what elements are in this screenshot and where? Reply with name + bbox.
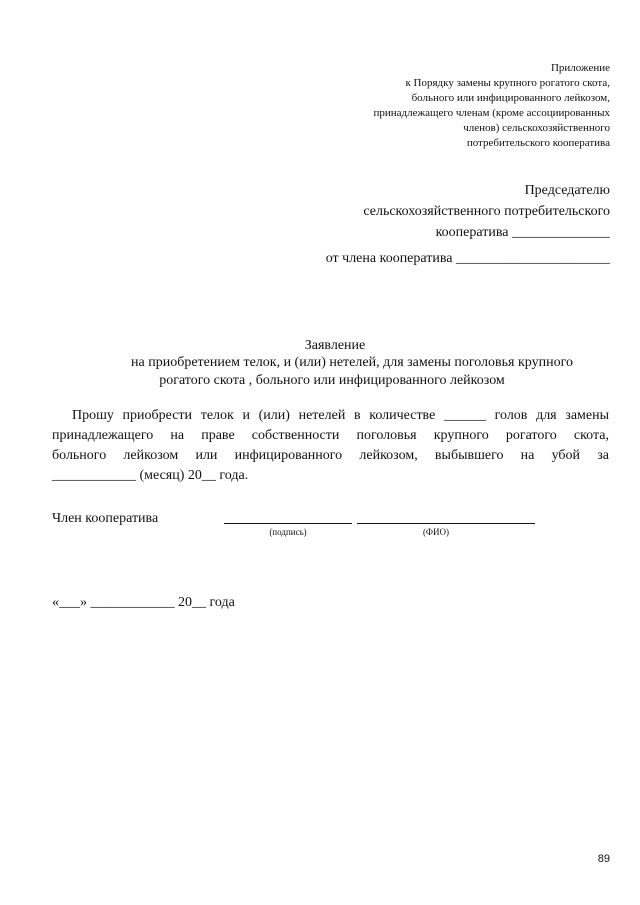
body-line: ____________ (месяц) 20__ года. (52, 468, 249, 483)
appendix-line: принадлежащего членам (кроме ассоциированных (373, 107, 610, 119)
statement-body (52, 406, 609, 486)
signature-blank (224, 523, 352, 524)
from-member-line: от члена кооператива ______________________ (325, 251, 610, 266)
page-number: 89 (597, 853, 610, 865)
appendix-header (250, 61, 610, 151)
appendix-line: больного или инфицированного лейкозом, (411, 92, 610, 104)
statement-title: Заявление (304, 338, 366, 353)
statement-subtitle-line2: рогатого скота , больного или инфицированного лейкозом (159, 373, 505, 388)
addressee-line: сельскохозяйственного потребительского (363, 204, 610, 219)
appendix-line: к Порядку замены крупного рогатого скота, (405, 77, 610, 89)
appendix-line: потребительского кооператива (466, 137, 610, 149)
body-line: Прошу приобрести телок и (или) нетелей в количестве ______ голов для замены (72, 408, 609, 423)
date-line: «___» ____________ 20__ года (52, 595, 235, 610)
body-line: принадлежащего на праве собственности поголовья крупного рогатого скота, (52, 428, 609, 443)
full-name-caption: (ФИО) (422, 527, 450, 537)
appendix-line: членов) сельскохозяйственного (463, 122, 610, 134)
member-signature-label: Член кооператива (52, 511, 159, 526)
statement-subtitle-line1: на приобретением телок, и (или) нетелей, для замены поголовья крупного (131, 355, 573, 370)
full-name-blank (357, 523, 535, 524)
addressee-block (250, 180, 610, 243)
addressee-line: кооператива ______________ (435, 225, 610, 240)
signature-caption: (подпись) (269, 527, 307, 537)
body-line: больного лейкозом или инфицированного лейкозом, выбывшего на убой за (52, 448, 609, 463)
appendix-line: Приложение (550, 62, 610, 74)
addressee-line: Председателю (524, 183, 610, 198)
